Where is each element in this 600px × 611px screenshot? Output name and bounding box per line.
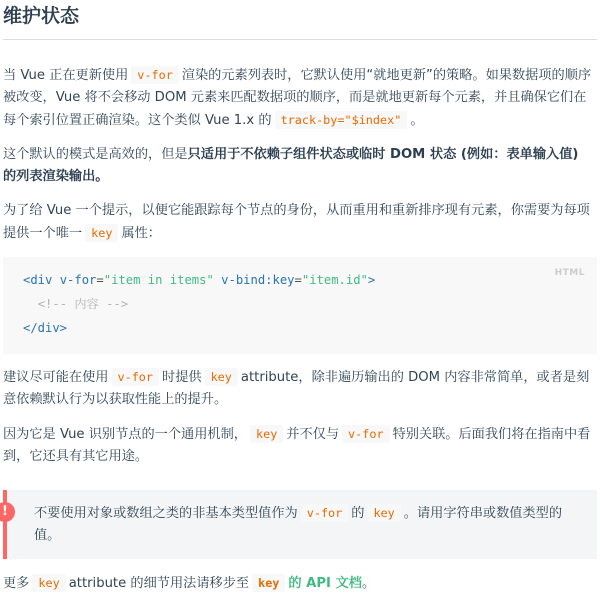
inline-code-v-for: v-for [301, 504, 349, 522]
text: 渲染的元素列表时，它默认使用“就地更新”的策略。如果数据项的顺序被改变，Vue 将不会移动 DOM 元素来匹配数据项的顺序，而是就地更新每个元素，并且确保它们在每个索引位置正确渲染。这个类似 Vue 1.x 的 [3, 68, 592, 128]
inline-code-key: key [85, 224, 118, 242]
code-language-label: HTML [554, 268, 585, 278]
text: 时提供 [162, 370, 202, 385]
inline-code-track-by: track-by="$index" [275, 111, 408, 129]
code-token: > [367, 273, 376, 287]
text: 的 [351, 506, 365, 521]
text: 。 [410, 113, 424, 128]
warning-callout [3, 490, 597, 559]
text: 。请用字符串或数值类型的值。 [34, 506, 563, 543]
text: attribute，除非遍历输出的 DOM 内容非常简单，或者是刻意依赖默认行为以获取性能上的提升。 [3, 370, 590, 407]
heading-divider [3, 39, 597, 40]
paragraph-default-mode [3, 144, 594, 188]
text: 建议尽可能在使用 [3, 370, 109, 385]
text: 属性： [121, 226, 161, 241]
code-token: </div> [23, 321, 68, 335]
inline-code-key: key [205, 368, 238, 386]
emphasis-text: 只适用于不依赖子组件状态或临时 DOM 状态 (例如：表单输入值) 的列表渲染输出。 [3, 147, 579, 184]
text: 这个默认的模式是高效的，但是 [3, 147, 188, 162]
text: 因为它是 Vue 识别节点的一个通用机制， [3, 427, 247, 442]
text: 当 Vue 正在更新使用 [3, 68, 129, 83]
paragraph-in-place-patch [3, 64, 594, 132]
inline-code-key: key [367, 504, 400, 522]
link-inline-code-key[interactable]: key [252, 574, 285, 592]
text: attribute 的细节用法请移步至 [68, 576, 250, 591]
code-comment: <!-- 内容 --> [37, 297, 129, 311]
paragraph-key-hint [3, 200, 594, 245]
text: 。 [361, 576, 376, 591]
inline-code-key: key [32, 574, 65, 592]
paragraph-more-info [3, 572, 594, 595]
code-token: "item in items" [103, 273, 214, 287]
code-token: <div [23, 273, 53, 287]
api-docs-link[interactable] [249, 576, 362, 591]
code-line-1: <div v-for="item in items" v-bind:key="item.id"> [23, 273, 376, 287]
inline-code-v-for: v-for [112, 368, 160, 386]
code-line-3 [23, 316, 577, 340]
code-token: v-for [59, 273, 97, 287]
text: 更多 [3, 576, 30, 591]
code-block[interactable] [3, 257, 597, 354]
warning-text [34, 502, 577, 547]
link-text[interactable]: 的 API 文档 [288, 576, 362, 591]
text: 特别关联。后面我们将在指南中看到，它还具有其它用途。 [3, 427, 591, 464]
code-token: v-bind:key [221, 273, 295, 287]
text: 为了给 Vue 一个提示，以便它能跟踪每个节点的身份，从而重用和重新排序现有元素，你需要为每项提供一个唯一 [3, 203, 590, 241]
code-line-2 [23, 292, 577, 316]
section-heading: 维护状态 [3, 5, 80, 27]
text: 不要使用对象或数组之类的非基本类型值作为 [34, 506, 298, 521]
inline-code-key: key [250, 425, 283, 443]
inline-code-v-for: v-for [342, 425, 390, 443]
paragraph-key-mechanism [3, 423, 594, 468]
exclamation-icon: ! [0, 502, 15, 522]
paragraph-recommend-key [3, 366, 594, 411]
code-token: "item.id" [301, 273, 368, 287]
inline-code-v-for: v-for [131, 66, 179, 84]
text: 并不仅与 [286, 427, 340, 442]
